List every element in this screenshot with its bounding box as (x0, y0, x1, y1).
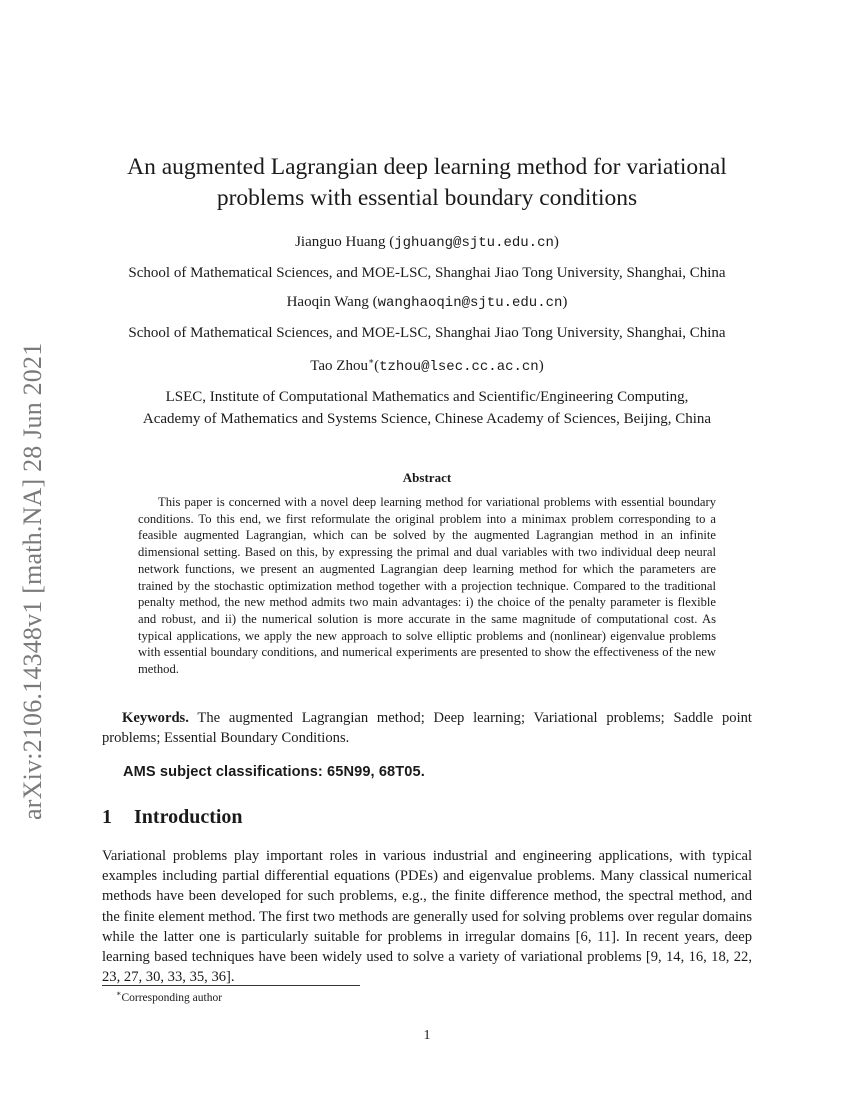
section-number: 1 (102, 806, 112, 828)
author-3-affiliation-line-2: Academy of Mathematics and Systems Science, Chinese Academy of Sciences, Beijing, China (142, 411, 712, 427)
author-3-open: ( (374, 358, 380, 374)
paper-title (102, 152, 752, 214)
author-1 (67, 231, 787, 284)
keywords-text: The augmented Lagrangian method; Deep learning; Variational problems; Saddle point problems; Essential Boundary Conditions. (102, 710, 752, 746)
arxiv-identifier: arXiv:2106.14348v1 [math.NA] 28 Jun 2021 (18, 342, 47, 820)
ams-classifications: AMS subject classifications: 65N99, 68T05. (123, 764, 425, 780)
author-1-email[interactable]: jghuang@sjtu.edu.cn (394, 235, 554, 251)
author-1-affiliation: School of Mathematical Sciences, and MOE-LSC, Shanghai Jiao Tong University, Shanghai, China (128, 265, 726, 281)
author-1-close: ) (553, 234, 559, 250)
title-line-2: problems with essential boundary conditions (216, 185, 638, 211)
page-number: 1 (423, 1028, 431, 1043)
keywords-label: Keywords. (122, 710, 189, 726)
author-2 (67, 291, 787, 344)
author-2-email[interactable]: wanghaoqin@sjtu.edu.cn (377, 295, 563, 311)
author-3 (67, 350, 787, 430)
footnote-rule (102, 985, 360, 986)
footnote (116, 989, 222, 1004)
title-line-1: An augmented Lagrangian deep learning method for variational (127, 154, 727, 180)
author-2-close: ) (562, 294, 568, 310)
author-3-name: Tao Zhou (310, 358, 368, 374)
footnote-text: Corresponding author (121, 991, 223, 1004)
section-title: Introduction (134, 806, 243, 828)
introduction-paragraph: Variational problems play important roles in various industrial and engineering applications, with typical examples including partial differential equations (PDEs) and eigenvalue problems. Many classical numerical methods have been developed for such problems, e.g., the finite difference method, the spectral method, and the finite element method. The first two methods are generally used for solving problems over regular domains while the latter one is particularly suitable for problems in irregular domains [6, 11]. In recent years, deep learning based techniques have been widely used to solve a variety of variational problems [9, 14, 16, 18, 22, 23, 27, 30, 33, 35, 36]. (102, 848, 752, 986)
section-heading (102, 806, 243, 829)
keywords (102, 708, 752, 748)
author-2-name: Haoqin Wang ( (286, 294, 378, 310)
abstract-text: This paper is concerned with a novel deep learning method for variational problems with essential boundary conditions. To this end, we first reformulate the original problem into a minimax problem corresponding to a feasible augmented Lagrangian, which can be solved by the augmented Lagrangian method in an infinite dimensional setting. Based on this, by expressing the primal and dual variables with two individual deep neural network functions, we present an augmented Lagrangian deep learning method for which the parameters are trained by the stochastic optimization method together with a projection technique. Compared to the traditional penalty method, the new method admits two main advantages: i) the choice of the penalty parameter is flexible and robust, and ii) the numerical solution is more accurate in the same magnitude of computational cost. As typical applications, we apply the new approach to solve elliptic problems and (nonlinear) eigenvalue problems with essential boundary conditions, and numerical experiments are presented to show the effectiveness of the new method. (138, 495, 716, 677)
author-3-email[interactable]: tzhou@lsec.cc.ac.cn (379, 359, 539, 375)
abstract-heading: Abstract (402, 470, 452, 485)
author-3-close: ) (538, 358, 544, 374)
author-2-affiliation: School of Mathematical Sciences, and MOE-LSC, Shanghai Jiao Tong University, Shanghai, China (128, 325, 726, 341)
author-3-affiliation-line-1: LSEC, Institute of Computational Mathematics and Scientific/Engineering Computing, (165, 389, 689, 405)
footnote-mark: ∗ (116, 989, 122, 998)
author-1-name: Jianguo Huang ( (295, 234, 395, 250)
author-3-mark: ∗ (367, 356, 375, 366)
